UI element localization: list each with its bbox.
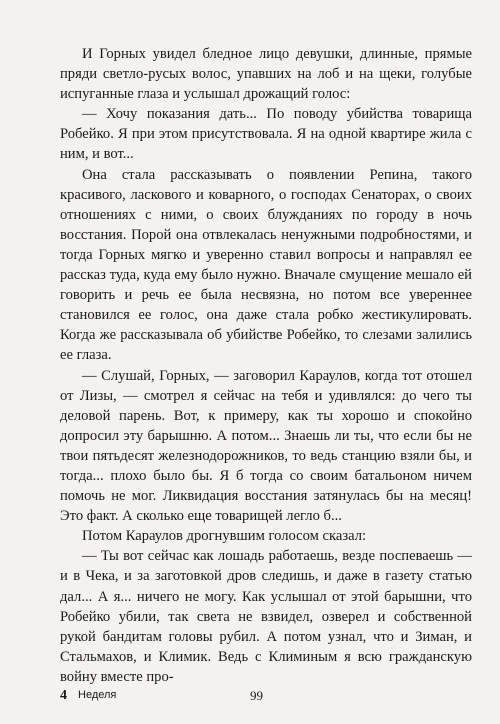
paragraph-1: И Горных увидел бледное лицо девушки, длинные, прямые пряди светло-русых волос, упавших на лоб и на щеки, голубые испуганные глаза и услышал дрожащий голос:	[60, 46, 472, 103]
signature-number: 4	[60, 688, 67, 703]
page-footer	[60, 688, 472, 706]
paragraph-3: Она стала рассказывать о появлении Репина, такого красивого, ласкового и коварного, о господах Сенаторах, о своих отношениях с ними, о своих блужданиях по городу в ночь восстания. Порой она отвлекалась ненужными подробностями, и тогда Горных мягко и уверенно ставил вопросы и направлял ее рассказ туда, куда ему было нужно. Вначале смущение мешало ей говорить и речь ее была несвязна, но потом все увереннее становился ее голос, она даже стала робко жестикулировать. Когда же рассказывала об убийстве Робейко, то слезами залились ее глаза.	[60, 166, 472, 364]
page-number: 99	[250, 688, 263, 703]
signature-title: Неделя	[78, 689, 117, 701]
body-text	[60, 44, 472, 687]
paragraph-6: — Ты вот сейчас как лошадь работаешь, везде поспеваешь — и в Чека, и за заготовкой дров следишь, и даже в газету статью дал... А я... ничего не могу. Как услышал от этой барышни, что Робейко убили, так света не взвидел, озверел и собственной рукой бандитам головы рубил. А потом узнал, что и Зиман, и Стальмахов, и Климик. Ведь с Климиным я всю гражданскую войну вместе про-	[60, 548, 472, 685]
paragraph-4: — Слушай, Горных, — заговорил Караулов, когда тот отошел от Лизы, — смотрел я сейчас на тебя и удивлялся: до чего ты деловой парень. Вот, к примеру, как ты хорошо и спокойно допросил эту барышню. А потом... Знаешь ли ты, что если бы не твои пятьдесят железнодорожников, то ведь станцию взяли бы, и тогда... плохо было бы. Я б тогда со своим батальоном ничем помочь не мог. Ликвидация восстания затянулась бы на месяц! Это факт. А сколько еще товарищей легло б...	[60, 367, 472, 525]
paragraph-5: Потом Караулов дрогнувшим голосом сказал:	[82, 528, 367, 545]
paragraph-2: — Хочу показания дать... По поводу убийства товарища Робейко. Я при этом присутствовала. Я на одной квартире жила с ним, и вот...	[60, 106, 472, 163]
